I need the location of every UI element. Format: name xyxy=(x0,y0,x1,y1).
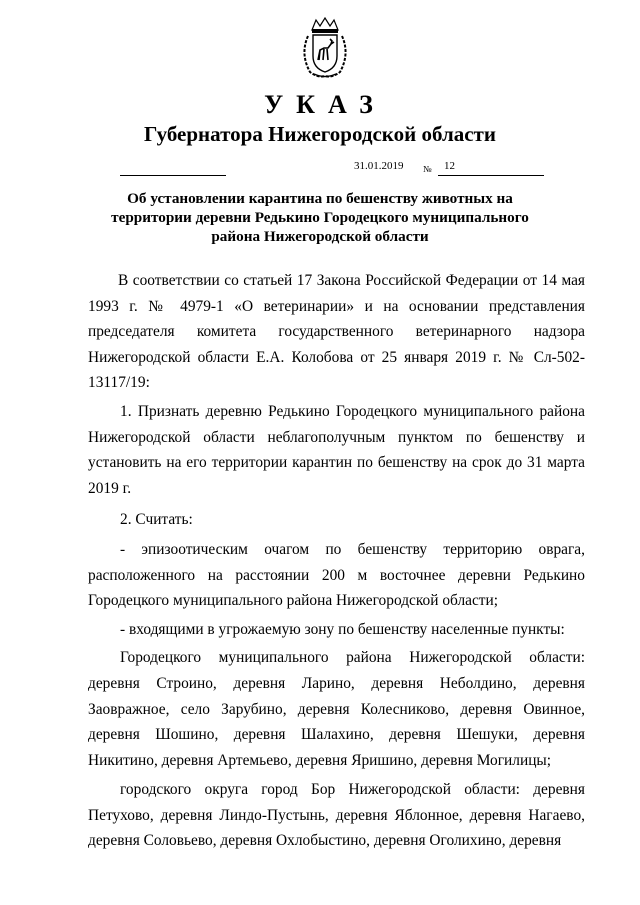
gorodets-villages-paragraph: Городецкого муниципального района Нижегородской области: деревня Строино, деревня Ларино, деревня Неболдино, деревня Заовражное, село Зарубино, деревня Колесниково, деревня Овинное, деревня Шошино, деревня Шалахино, деревня Шешуки, деревня Никитино, деревня Артемьево, деревня Яришино, деревня Могилицы; xyxy=(88,649,585,769)
threatened-zone-paragraph: - входящими в угрожаемую зону по бешенству населенные пункты: xyxy=(120,620,565,638)
document-title xyxy=(100,189,540,246)
document-body xyxy=(88,268,585,854)
signature-date-line xyxy=(120,175,226,176)
coat-of-arms-icon xyxy=(298,16,352,80)
title-line: территории деревни Редькино Городецкого муниципального xyxy=(111,209,529,226)
issuer-heading: Губернатора Нижегородской области xyxy=(144,122,496,146)
preamble-paragraph: В соответствии со статьей 17 Закона Российской Федерации от 14 мая 1993 г. № 4979-1 «О ветеринарии» и на основании представления председателя комитета государственного ветеринарного надзора Нижегородской области Е.А. Колобова от 25 января 2019 г. № Сл-502-13117/19: xyxy=(88,272,585,392)
document-number: 12 xyxy=(444,160,455,172)
title-line: района Нижегородской области xyxy=(211,228,429,245)
number-label: № xyxy=(423,164,432,174)
number-line xyxy=(438,175,544,176)
outbreak-paragraph: - эпизоотическим очагом по бешенству территорию оврага, расположенного на расстоянии 200 м восточнее деревни Редькино Городецкого муниципального района Нижегородской области; xyxy=(88,540,585,610)
clause-1-paragraph: 1. Признать деревню Редькино Городецкого муниципального района Нижегородской области неблагополучным пунктом по бешенству и установить на его территории карантин по бешенству на срок до 31 марта 2019 г. xyxy=(88,402,585,497)
bor-villages-paragraph: городского округа город Бор Нижегородской области: деревня Петухово, деревня Линдо-Пустынь, деревня Яблонное, деревня Нагаево, деревня Соловьево, деревня Охлобыстино, деревня Оголихино, деревня xyxy=(88,781,585,850)
document-type-heading: УКАЗ xyxy=(264,90,386,119)
clause-2-heading: 2. Считать: xyxy=(120,511,193,529)
document-date: 31.01.2019 xyxy=(354,160,404,172)
title-line: Об установлении карантина по бешенству животных на xyxy=(127,190,513,207)
